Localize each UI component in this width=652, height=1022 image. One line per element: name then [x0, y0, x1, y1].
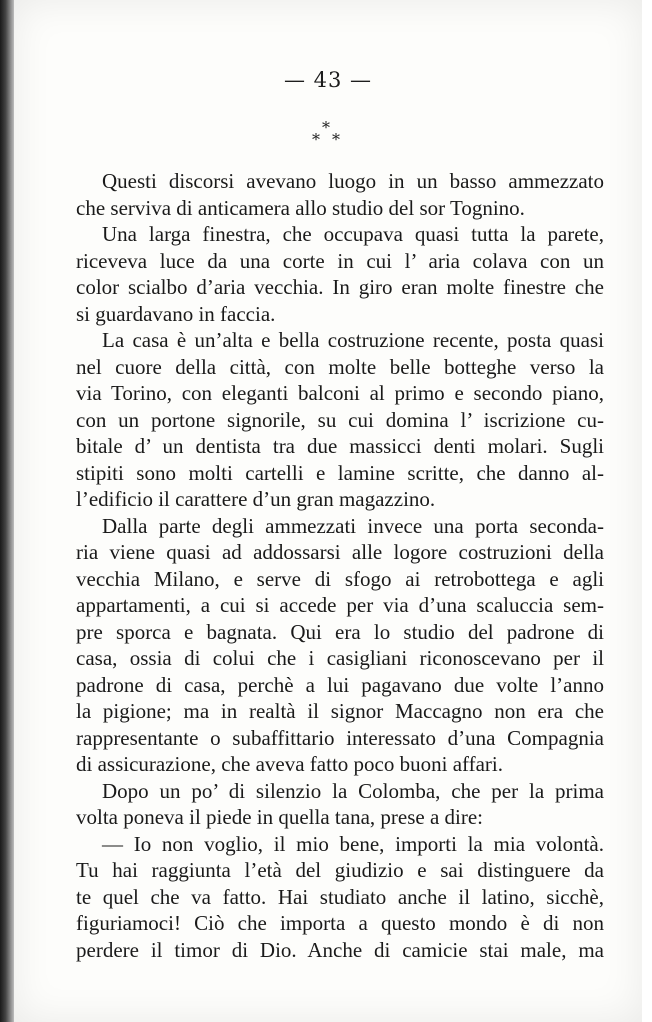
book-page: [14, 0, 642, 1022]
text-line: Dopo un po’ di silenzio la Colomba, che per la prima: [102, 778, 604, 803]
text-line: pre sporca e bagnata. Qui era lo studio del padrone di: [76, 619, 604, 644]
text-line: te quel che va fatto. Hai studiato anche il latino, sicchè,: [76, 884, 604, 909]
text-line: color scialbo d’aria vecchia. In giro eran molte finestre che: [76, 275, 604, 299]
text-line: volta poneva il piede in quella tana, prese a dire:: [76, 805, 484, 829]
asterism-star: *: [332, 130, 340, 149]
text-line: stipiti sono molti cartelli e lamine scritte, che danno al-: [76, 460, 604, 485]
text-line: bitale d’ un dentista tra due massicci denti molari. Sugli: [76, 434, 604, 458]
text-line: la pigione; ma in realtà il signor Maccagno non era che: [76, 699, 604, 723]
text-line: con un portone signorile, su cui domina l’ iscrizione cu-: [76, 407, 604, 432]
text-line: Tu hai raggiunta l’età del giudizio e sai distinguere da: [76, 858, 604, 882]
text-line: vecchia Milano, e serve di sfogo ai retrobottega e agli: [76, 566, 604, 591]
text-line: l’edificio il carattere d’un gran magazzino.: [76, 487, 436, 511]
text-line: figuriamoci! Ciò che importa a questo mondo è di non: [76, 911, 604, 935]
text-line: padrone di casa, perchè a lui pagavano due volte l’anno: [76, 672, 604, 697]
text-line: La casa è un’alta e bella costruzione recente, posta quasi: [102, 328, 604, 352]
text-line: Questi discorsi avevano luogo in un basso ammezzato: [102, 169, 604, 193]
text-line: che serviva di anticamera allo studio del sor Tognino.: [76, 195, 525, 220]
page-number: — 43 —: [283, 68, 373, 92]
asterism-star: *: [322, 118, 330, 137]
body-text: [76, 168, 604, 963]
text-line: si guardavano in faccia.: [76, 301, 276, 326]
text-line: nel cuore della città, con molte belle botteghe verso la: [76, 354, 604, 379]
text-line: Una larga finestra, che occupava quasi tutta la parete,: [102, 222, 604, 246]
text-line: casa, ossia di colui che i casigliani riconoscevano per il: [76, 646, 604, 670]
book-spine-shadow: [0, 0, 14, 1022]
text-line: riceveva luce da una corte in cui l’ aria colava con un: [76, 248, 604, 273]
text-line: appartamenti, a cui si accede per via d’una scaluccia sem-: [76, 593, 604, 617]
text-line: rappresentante o subaffittario interessato d’una Compagnia: [76, 725, 604, 750]
text-line: ria viene quasi ad addossarsi alle logore costruzioni della: [76, 540, 604, 564]
section-separator-asterism: [306, 118, 350, 154]
text-line: Dalla parte degli ammezzati invece una porta seconda-: [102, 513, 604, 538]
text-line: perdere il timor di Dio. Anche di camicie stai male, ma: [76, 937, 604, 962]
text-line: — Io non voglio, il mio bene, importi la mia volontà.: [102, 831, 604, 856]
text-line: via Torino, con eleganti balconi al primo e secondo piano,: [76, 381, 604, 405]
text-line: di assicurazione, che aveva fatto poco buoni affari.: [76, 752, 504, 776]
asterism-star: *: [312, 130, 320, 149]
